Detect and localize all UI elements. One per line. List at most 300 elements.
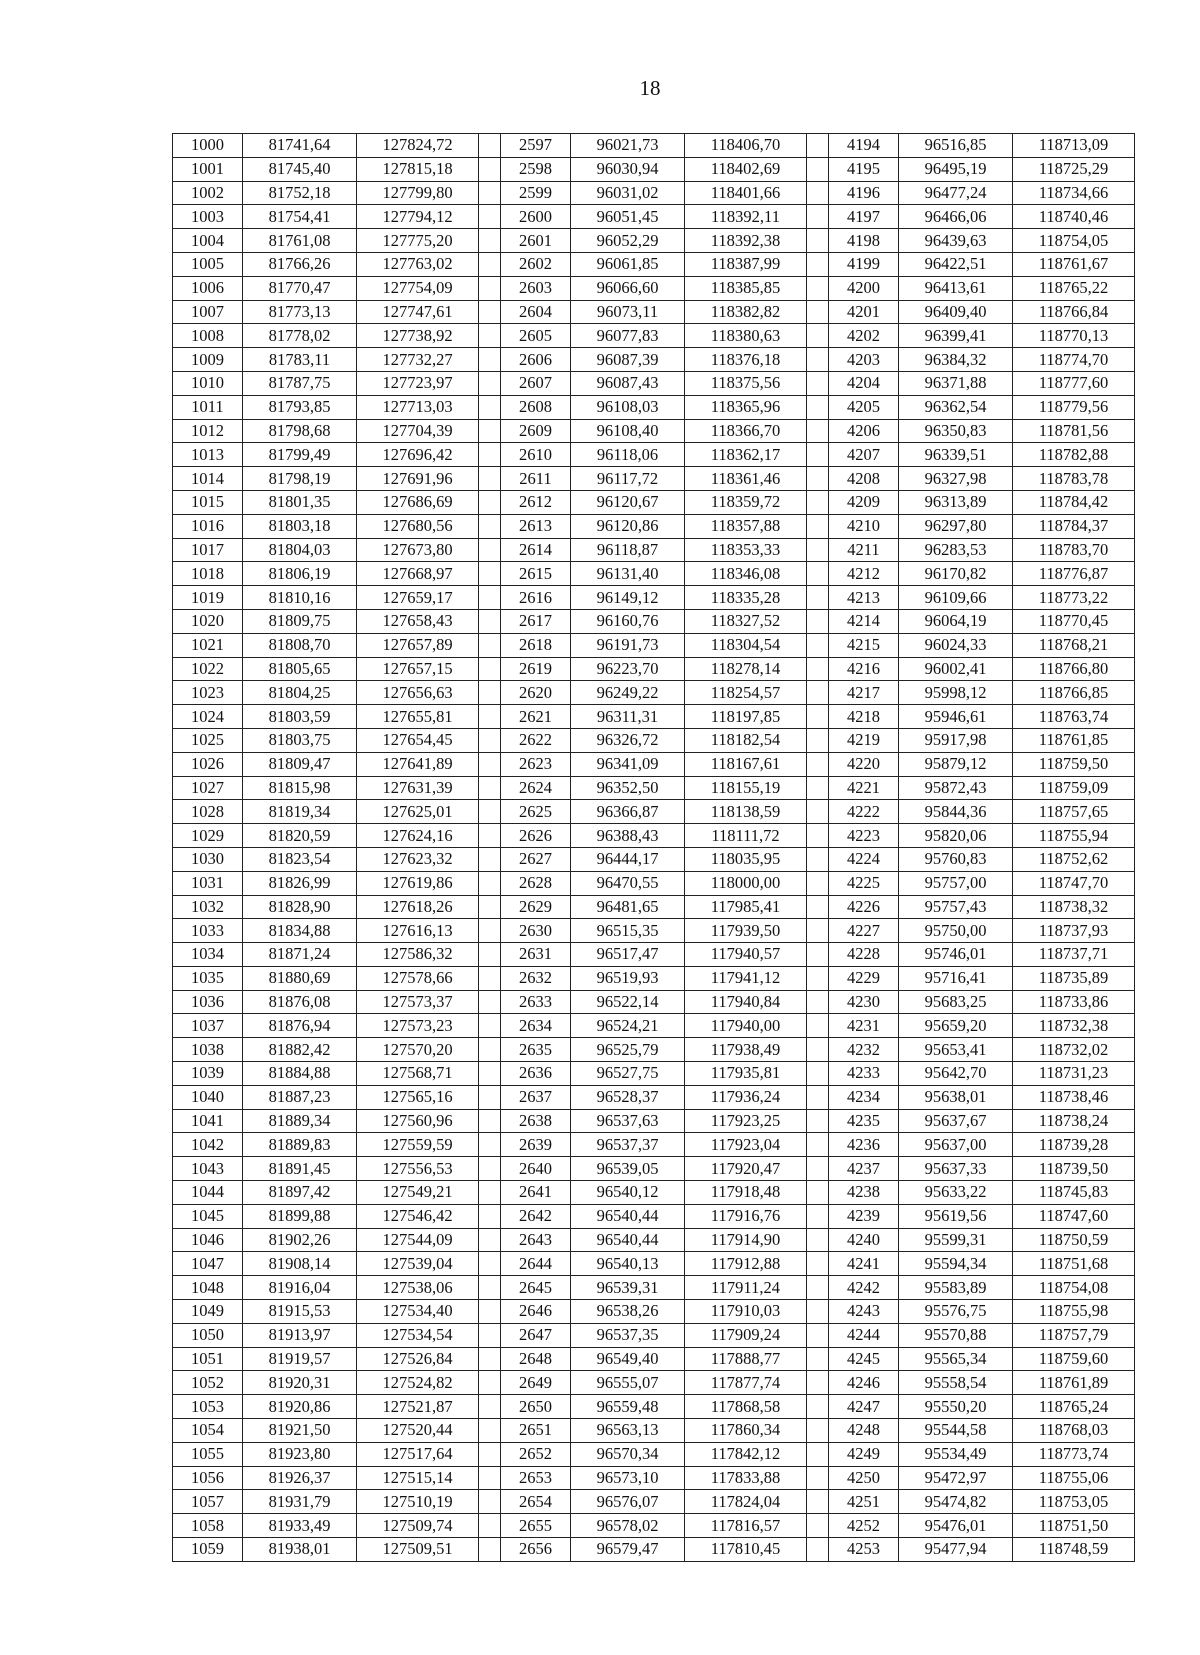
- x-coordinate-cell: 96283,53: [899, 538, 1013, 562]
- x-coordinate-cell: 81891,45: [243, 1157, 357, 1181]
- point-number-cell: 4225: [829, 871, 899, 895]
- x-coordinate-cell: 96538,26: [571, 1300, 685, 1324]
- point-number-cell: 2615: [501, 562, 571, 586]
- x-coordinate-cell: 96573,10: [571, 1466, 685, 1490]
- group-separator: [479, 134, 501, 158]
- x-coordinate-cell: 96087,43: [571, 371, 685, 395]
- y-coordinate-cell: 127775,20: [357, 229, 479, 253]
- group-separator: [807, 181, 829, 205]
- group-separator: [479, 1538, 501, 1562]
- y-coordinate-cell: 127657,89: [357, 633, 479, 657]
- y-coordinate-cell: 117909,24: [685, 1323, 807, 1347]
- group-separator: [479, 800, 501, 824]
- group-separator: [479, 1157, 501, 1181]
- point-number-cell: 2641: [501, 1181, 571, 1205]
- point-number-cell: 1023: [173, 681, 243, 705]
- point-number-cell: 4220: [829, 752, 899, 776]
- y-coordinate-cell: 118783,70: [1013, 538, 1135, 562]
- table-row: [173, 705, 1135, 729]
- group-separator: [807, 895, 829, 919]
- group-separator: [807, 1490, 829, 1514]
- group-separator: [807, 205, 829, 229]
- group-separator: [479, 348, 501, 372]
- group-separator: [479, 514, 501, 538]
- point-number-cell: 1055: [173, 1442, 243, 1466]
- table-row: [173, 824, 1135, 848]
- y-coordinate-cell: 127686,69: [357, 490, 479, 514]
- group-separator: [807, 966, 829, 990]
- point-number-cell: 2613: [501, 514, 571, 538]
- group-separator: [807, 609, 829, 633]
- x-coordinate-cell: 95757,00: [899, 871, 1013, 895]
- point-number-cell: 1043: [173, 1157, 243, 1181]
- point-number-cell: 4212: [829, 562, 899, 586]
- y-coordinate-cell: 127815,18: [357, 157, 479, 181]
- x-coordinate-cell: 96118,87: [571, 538, 685, 562]
- x-coordinate-cell: 81798,68: [243, 419, 357, 443]
- y-coordinate-cell: 118380,63: [685, 324, 807, 348]
- x-coordinate-cell: 81809,75: [243, 609, 357, 633]
- point-number-cell: 4238: [829, 1181, 899, 1205]
- x-coordinate-cell: 95565,34: [899, 1347, 1013, 1371]
- point-number-cell: 2627: [501, 847, 571, 871]
- x-coordinate-cell: 96537,37: [571, 1133, 685, 1157]
- table-row: [173, 1514, 1135, 1538]
- point-number-cell: 2597: [501, 134, 571, 158]
- point-number-cell: 1006: [173, 276, 243, 300]
- point-number-cell: 4202: [829, 324, 899, 348]
- point-number-cell: 2634: [501, 1014, 571, 1038]
- group-separator: [479, 990, 501, 1014]
- point-number-cell: 1002: [173, 181, 243, 205]
- y-coordinate-cell: 127763,02: [357, 252, 479, 276]
- x-coordinate-cell: 96555,07: [571, 1371, 685, 1395]
- x-coordinate-cell: 81815,98: [243, 776, 357, 800]
- x-coordinate-cell: 81926,37: [243, 1466, 357, 1490]
- y-coordinate-cell: 118766,84: [1013, 300, 1135, 324]
- point-number-cell: 2649: [501, 1371, 571, 1395]
- point-number-cell: 2609: [501, 419, 571, 443]
- y-coordinate-cell: 118725,29: [1013, 157, 1135, 181]
- group-separator: [479, 1204, 501, 1228]
- y-coordinate-cell: 118035,95: [685, 847, 807, 871]
- table-row: [173, 752, 1135, 776]
- group-separator: [807, 847, 829, 871]
- x-coordinate-cell: 96444,17: [571, 847, 685, 871]
- group-separator: [807, 229, 829, 253]
- x-coordinate-cell: 81882,42: [243, 1038, 357, 1062]
- point-number-cell: 4240: [829, 1228, 899, 1252]
- y-coordinate-cell: 127570,20: [357, 1038, 479, 1062]
- group-separator: [807, 276, 829, 300]
- y-coordinate-cell: 118748,59: [1013, 1538, 1135, 1562]
- point-number-cell: 4224: [829, 847, 899, 871]
- x-coordinate-cell: 96539,05: [571, 1157, 685, 1181]
- x-coordinate-cell: 96249,22: [571, 681, 685, 705]
- x-coordinate-cell: 95594,34: [899, 1252, 1013, 1276]
- y-coordinate-cell: 127526,84: [357, 1347, 479, 1371]
- x-coordinate-cell: 96131,40: [571, 562, 685, 586]
- point-number-cell: 1059: [173, 1538, 243, 1562]
- point-number-cell: 4233: [829, 1062, 899, 1086]
- point-number-cell: 2621: [501, 705, 571, 729]
- y-coordinate-cell: 118737,93: [1013, 919, 1135, 943]
- point-number-cell: 4228: [829, 943, 899, 967]
- point-number-cell: 4237: [829, 1157, 899, 1181]
- table-row: [173, 1442, 1135, 1466]
- y-coordinate-cell: 127509,51: [357, 1538, 479, 1562]
- group-separator: [479, 371, 501, 395]
- group-separator: [479, 443, 501, 467]
- x-coordinate-cell: 95998,12: [899, 681, 1013, 705]
- point-number-cell: 4235: [829, 1109, 899, 1133]
- table-row: [173, 943, 1135, 967]
- point-number-cell: 4204: [829, 371, 899, 395]
- table-row: [173, 847, 1135, 871]
- x-coordinate-cell: 95872,43: [899, 776, 1013, 800]
- group-separator: [479, 324, 501, 348]
- x-coordinate-cell: 81919,57: [243, 1347, 357, 1371]
- group-separator: [479, 609, 501, 633]
- group-separator: [807, 562, 829, 586]
- table-row: [173, 895, 1135, 919]
- y-coordinate-cell: 118759,09: [1013, 776, 1135, 800]
- x-coordinate-cell: 96516,85: [899, 134, 1013, 158]
- y-coordinate-cell: 118759,60: [1013, 1347, 1135, 1371]
- y-coordinate-cell: 118770,45: [1013, 609, 1135, 633]
- y-coordinate-cell: 118745,83: [1013, 1181, 1135, 1205]
- y-coordinate-cell: 117938,49: [685, 1038, 807, 1062]
- y-coordinate-cell: 127696,42: [357, 443, 479, 467]
- page-number: 18: [639, 76, 661, 100]
- x-coordinate-cell: 96495,19: [899, 157, 1013, 181]
- table-row: [173, 205, 1135, 229]
- group-separator: [479, 1014, 501, 1038]
- point-number-cell: 4203: [829, 348, 899, 372]
- x-coordinate-cell: 96297,80: [899, 514, 1013, 538]
- x-coordinate-cell: 81809,47: [243, 752, 357, 776]
- y-coordinate-cell: 118739,28: [1013, 1133, 1135, 1157]
- point-number-cell: 4245: [829, 1347, 899, 1371]
- y-coordinate-cell: 117918,48: [685, 1181, 807, 1205]
- group-separator: [807, 1323, 829, 1347]
- x-coordinate-cell: 81801,35: [243, 490, 357, 514]
- y-coordinate-cell: 127573,23: [357, 1014, 479, 1038]
- table-row: [173, 300, 1135, 324]
- group-separator: [807, 1228, 829, 1252]
- y-coordinate-cell: 127631,39: [357, 776, 479, 800]
- x-coordinate-cell: 96108,03: [571, 395, 685, 419]
- x-coordinate-cell: 96371,88: [899, 371, 1013, 395]
- x-coordinate-cell: 96108,40: [571, 419, 685, 443]
- x-coordinate-cell: 81803,75: [243, 728, 357, 752]
- table-row: [173, 1228, 1135, 1252]
- group-separator: [479, 966, 501, 990]
- point-number-cell: 1037: [173, 1014, 243, 1038]
- y-coordinate-cell: 127573,37: [357, 990, 479, 1014]
- x-coordinate-cell: 81897,42: [243, 1181, 357, 1205]
- x-coordinate-cell: 81826,99: [243, 871, 357, 895]
- y-coordinate-cell: 118754,05: [1013, 229, 1135, 253]
- y-coordinate-cell: 118392,11: [685, 205, 807, 229]
- x-coordinate-cell: 81889,34: [243, 1109, 357, 1133]
- x-coordinate-cell: 96120,67: [571, 490, 685, 514]
- point-number-cell: 2617: [501, 609, 571, 633]
- y-coordinate-cell: 118740,46: [1013, 205, 1135, 229]
- x-coordinate-cell: 95683,25: [899, 990, 1013, 1014]
- x-coordinate-cell: 96030,94: [571, 157, 685, 181]
- y-coordinate-cell: 118783,78: [1013, 467, 1135, 491]
- group-separator: [479, 395, 501, 419]
- group-separator: [479, 1442, 501, 1466]
- x-coordinate-cell: 81884,88: [243, 1062, 357, 1086]
- y-coordinate-cell: 118327,52: [685, 609, 807, 633]
- point-number-cell: 2620: [501, 681, 571, 705]
- point-number-cell: 1015: [173, 490, 243, 514]
- point-number-cell: 1049: [173, 1300, 243, 1324]
- y-coordinate-cell: 127510,19: [357, 1490, 479, 1514]
- point-number-cell: 1003: [173, 205, 243, 229]
- x-coordinate-cell: 96466,06: [899, 205, 1013, 229]
- point-number-cell: 1048: [173, 1276, 243, 1300]
- y-coordinate-cell: 117842,12: [685, 1442, 807, 1466]
- y-coordinate-cell: 118335,28: [685, 586, 807, 610]
- point-number-cell: 4253: [829, 1538, 899, 1562]
- x-coordinate-cell: 95619,56: [899, 1204, 1013, 1228]
- point-number-cell: 4217: [829, 681, 899, 705]
- x-coordinate-cell: 96539,31: [571, 1276, 685, 1300]
- x-coordinate-cell: 95474,82: [899, 1490, 1013, 1514]
- table-row: [173, 1490, 1135, 1514]
- point-number-cell: 2612: [501, 490, 571, 514]
- y-coordinate-cell: 127754,09: [357, 276, 479, 300]
- point-number-cell: 2601: [501, 229, 571, 253]
- point-number-cell: 1041: [173, 1109, 243, 1133]
- x-coordinate-cell: 96024,33: [899, 633, 1013, 657]
- y-coordinate-cell: 118392,38: [685, 229, 807, 253]
- y-coordinate-cell: 118774,70: [1013, 348, 1135, 372]
- x-coordinate-cell: 81887,23: [243, 1085, 357, 1109]
- x-coordinate-cell: 81915,53: [243, 1300, 357, 1324]
- point-number-cell: 2656: [501, 1538, 571, 1562]
- group-separator: [479, 1276, 501, 1300]
- y-coordinate-cell: 118763,74: [1013, 705, 1135, 729]
- group-separator: [479, 157, 501, 181]
- y-coordinate-cell: 118750,59: [1013, 1228, 1135, 1252]
- y-coordinate-cell: 118757,65: [1013, 800, 1135, 824]
- table-row: [173, 562, 1135, 586]
- point-number-cell: 1033: [173, 919, 243, 943]
- group-separator: [807, 633, 829, 657]
- table-row: [173, 1395, 1135, 1419]
- point-number-cell: 1054: [173, 1419, 243, 1443]
- x-coordinate-cell: 96537,63: [571, 1109, 685, 1133]
- group-separator: [479, 1514, 501, 1538]
- group-separator: [807, 1466, 829, 1490]
- table-row: [173, 728, 1135, 752]
- y-coordinate-cell: 127568,71: [357, 1062, 479, 1086]
- x-coordinate-cell: 96388,43: [571, 824, 685, 848]
- point-number-cell: 2646: [501, 1300, 571, 1324]
- y-coordinate-cell: 117824,04: [685, 1490, 807, 1514]
- x-coordinate-cell: 96422,51: [899, 252, 1013, 276]
- group-separator: [479, 1038, 501, 1062]
- point-number-cell: 1040: [173, 1085, 243, 1109]
- y-coordinate-cell: 118738,46: [1013, 1085, 1135, 1109]
- table-row: [173, 1204, 1135, 1228]
- group-separator: [807, 1395, 829, 1419]
- point-number-cell: 4234: [829, 1085, 899, 1109]
- table-row: [173, 490, 1135, 514]
- point-number-cell: 4236: [829, 1133, 899, 1157]
- x-coordinate-cell: 95576,75: [899, 1300, 1013, 1324]
- x-coordinate-cell: 95820,06: [899, 824, 1013, 848]
- x-coordinate-cell: 81754,41: [243, 205, 357, 229]
- x-coordinate-cell: 96576,07: [571, 1490, 685, 1514]
- point-number-cell: 2622: [501, 728, 571, 752]
- x-coordinate-cell: 95599,31: [899, 1228, 1013, 1252]
- y-coordinate-cell: 118784,37: [1013, 514, 1135, 538]
- x-coordinate-cell: 95637,67: [899, 1109, 1013, 1133]
- y-coordinate-cell: 118755,94: [1013, 824, 1135, 848]
- y-coordinate-cell: 118197,85: [685, 705, 807, 729]
- y-coordinate-cell: 118768,03: [1013, 1419, 1135, 1443]
- y-coordinate-cell: 118359,72: [685, 490, 807, 514]
- group-separator: [807, 1062, 829, 1086]
- point-number-cell: 2642: [501, 1204, 571, 1228]
- y-coordinate-cell: 117936,24: [685, 1085, 807, 1109]
- x-coordinate-cell: 81819,34: [243, 800, 357, 824]
- group-separator: [479, 1300, 501, 1324]
- x-coordinate-cell: 95750,00: [899, 919, 1013, 943]
- x-coordinate-cell: 96051,45: [571, 205, 685, 229]
- group-separator: [807, 1181, 829, 1205]
- y-coordinate-cell: 118747,70: [1013, 871, 1135, 895]
- point-number-cell: 4247: [829, 1395, 899, 1419]
- x-coordinate-cell: 96149,12: [571, 586, 685, 610]
- table-row: [173, 586, 1135, 610]
- table-row: [173, 800, 1135, 824]
- table-row: [173, 371, 1135, 395]
- table-row: [173, 538, 1135, 562]
- point-number-cell: 1026: [173, 752, 243, 776]
- x-coordinate-cell: 81806,19: [243, 562, 357, 586]
- table-row: [173, 134, 1135, 158]
- point-number-cell: 2648: [501, 1347, 571, 1371]
- y-coordinate-cell: 117888,77: [685, 1347, 807, 1371]
- y-coordinate-cell: 127658,43: [357, 609, 479, 633]
- table-row: [173, 633, 1135, 657]
- x-coordinate-cell: 96481,65: [571, 895, 685, 919]
- point-number-cell: 2640: [501, 1157, 571, 1181]
- y-coordinate-cell: 118754,08: [1013, 1276, 1135, 1300]
- table-row: [173, 1323, 1135, 1347]
- group-separator: [479, 1181, 501, 1205]
- point-number-cell: 2626: [501, 824, 571, 848]
- table-row: [173, 871, 1135, 895]
- x-coordinate-cell: 96109,66: [899, 586, 1013, 610]
- table-row: [173, 609, 1135, 633]
- y-coordinate-cell: 118406,70: [685, 134, 807, 158]
- y-coordinate-cell: 127524,82: [357, 1371, 479, 1395]
- point-number-cell: 4194: [829, 134, 899, 158]
- y-coordinate-cell: 118757,79: [1013, 1323, 1135, 1347]
- table-row: [173, 990, 1135, 1014]
- x-coordinate-cell: 81798,19: [243, 467, 357, 491]
- group-separator: [479, 633, 501, 657]
- table-row: [173, 467, 1135, 491]
- point-number-cell: 2637: [501, 1085, 571, 1109]
- x-coordinate-cell: 81770,47: [243, 276, 357, 300]
- x-coordinate-cell: 96120,86: [571, 514, 685, 538]
- y-coordinate-cell: 118734,66: [1013, 181, 1135, 205]
- point-number-cell: 1045: [173, 1204, 243, 1228]
- y-coordinate-cell: 118752,62: [1013, 847, 1135, 871]
- x-coordinate-cell: 95659,20: [899, 1014, 1013, 1038]
- y-coordinate-cell: 118375,56: [685, 371, 807, 395]
- table-row: [173, 1347, 1135, 1371]
- x-coordinate-cell: 96087,39: [571, 348, 685, 372]
- x-coordinate-cell: 81933,49: [243, 1514, 357, 1538]
- group-separator: [479, 562, 501, 586]
- y-coordinate-cell: 127723,97: [357, 371, 479, 395]
- point-number-cell: 1052: [173, 1371, 243, 1395]
- group-separator: [479, 538, 501, 562]
- x-coordinate-cell: 95637,33: [899, 1157, 1013, 1181]
- group-separator: [807, 1300, 829, 1324]
- x-coordinate-cell: 81761,08: [243, 229, 357, 253]
- point-number-cell: 1012: [173, 419, 243, 443]
- point-number-cell: 1029: [173, 824, 243, 848]
- x-coordinate-cell: 81920,86: [243, 1395, 357, 1419]
- x-coordinate-cell: 96313,89: [899, 490, 1013, 514]
- x-coordinate-cell: 96409,40: [899, 300, 1013, 324]
- group-separator: [807, 1347, 829, 1371]
- x-coordinate-cell: 95476,01: [899, 1514, 1013, 1538]
- group-separator: [807, 1157, 829, 1181]
- group-separator: [479, 728, 501, 752]
- table-row: [173, 443, 1135, 467]
- point-number-cell: 4215: [829, 633, 899, 657]
- group-separator: [807, 752, 829, 776]
- point-number-cell: 4206: [829, 419, 899, 443]
- y-coordinate-cell: 127544,09: [357, 1228, 479, 1252]
- point-number-cell: 4243: [829, 1300, 899, 1324]
- point-number-cell: 4222: [829, 800, 899, 824]
- group-separator: [807, 919, 829, 943]
- x-coordinate-cell: 81834,88: [243, 919, 357, 943]
- table-row: [173, 1276, 1135, 1300]
- point-number-cell: 1011: [173, 395, 243, 419]
- point-number-cell: 1025: [173, 728, 243, 752]
- x-coordinate-cell: 96528,37: [571, 1085, 685, 1109]
- x-coordinate-cell: 95534,49: [899, 1442, 1013, 1466]
- y-coordinate-cell: 127624,16: [357, 824, 479, 848]
- point-number-cell: 2652: [501, 1442, 571, 1466]
- group-separator: [479, 276, 501, 300]
- x-coordinate-cell: 96077,83: [571, 324, 685, 348]
- y-coordinate-cell: 118346,08: [685, 562, 807, 586]
- group-separator: [807, 776, 829, 800]
- x-coordinate-cell: 96117,72: [571, 467, 685, 491]
- point-number-cell: 4201: [829, 300, 899, 324]
- point-number-cell: 2631: [501, 943, 571, 967]
- point-number-cell: 2598: [501, 157, 571, 181]
- point-number-cell: 4223: [829, 824, 899, 848]
- point-number-cell: 1031: [173, 871, 243, 895]
- table-row: [173, 966, 1135, 990]
- group-separator: [807, 1038, 829, 1062]
